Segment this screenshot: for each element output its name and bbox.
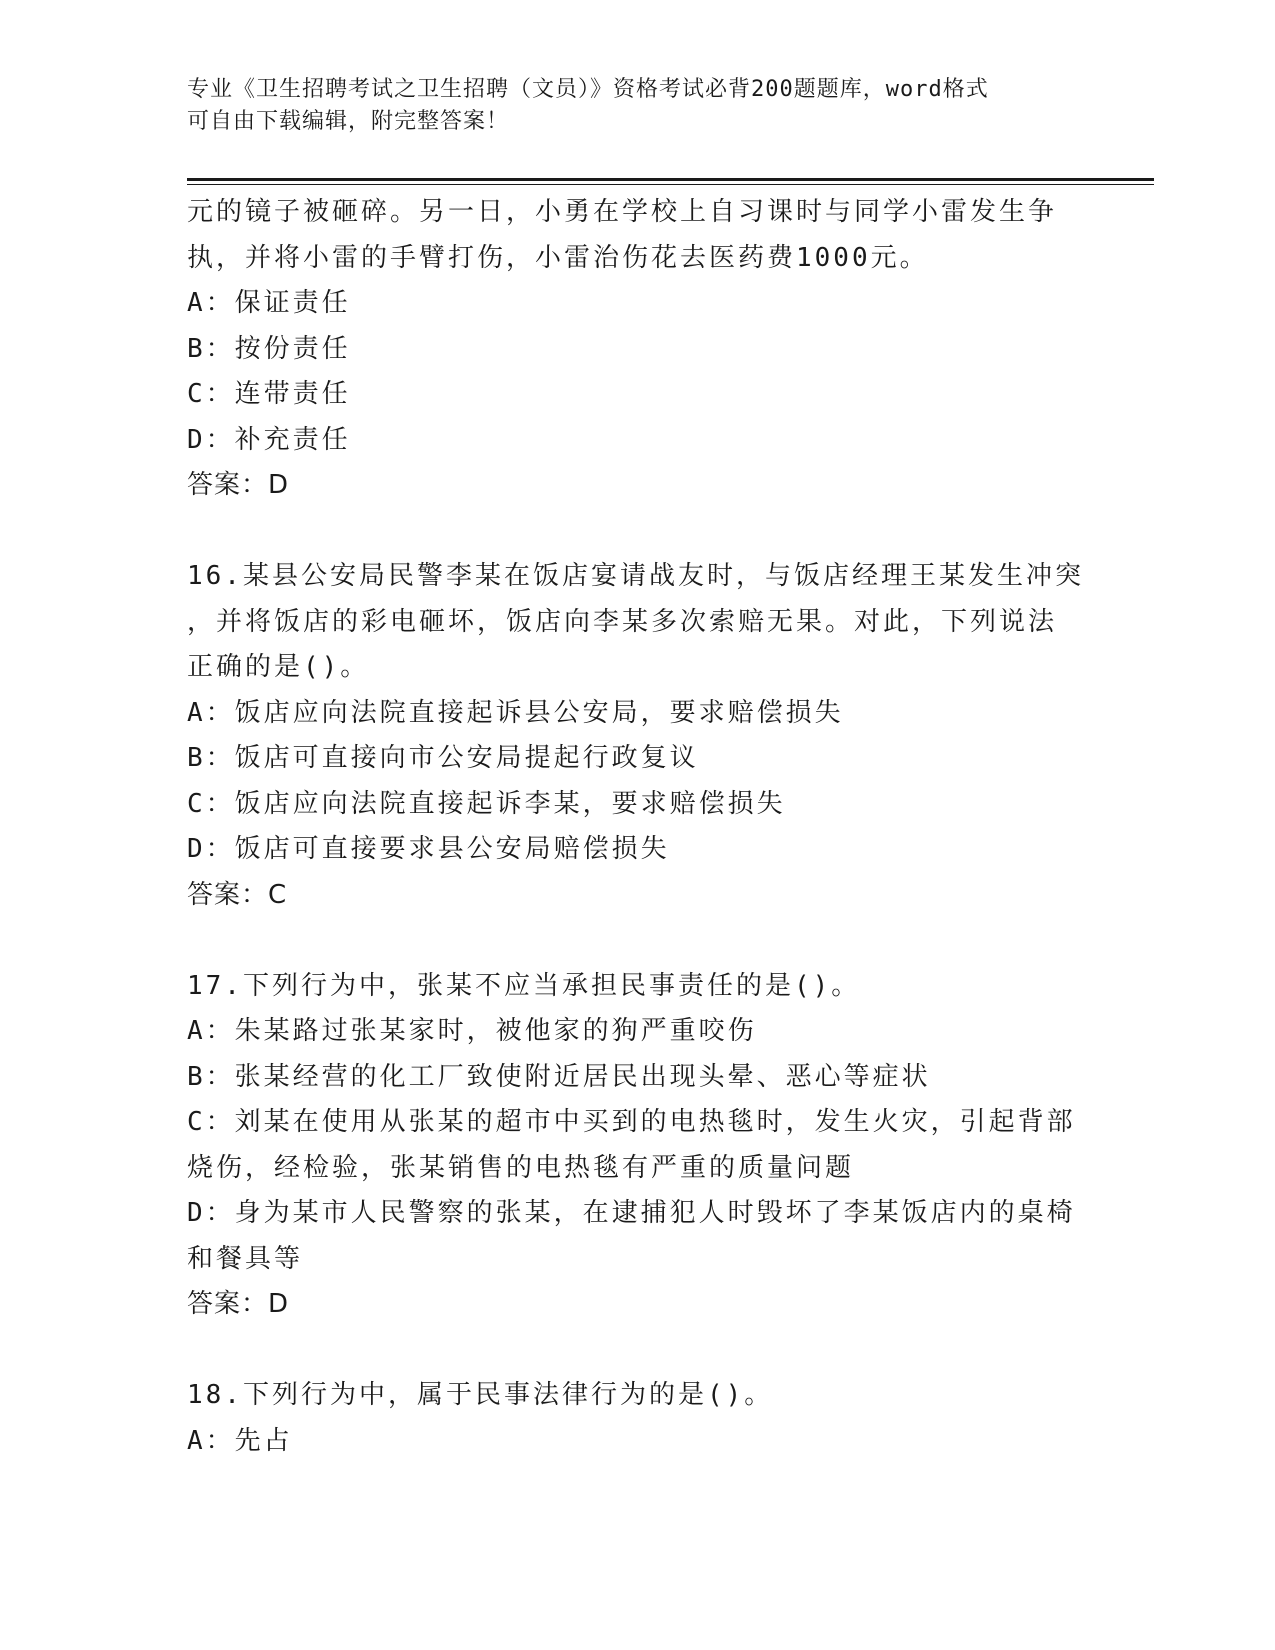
option-c-continued: 烧伤，经检验，张某销售的电热毯有严重的质量问题: [187, 1152, 855, 1183]
question-text-line: 18.下列行为中，属于民事法律行为的是()。: [187, 1380, 774, 1410]
option-b: B：张某经营的化工厂致使附近居民出现头晕、恶心等症状: [187, 1061, 931, 1092]
question-18: [187, 1373, 1087, 1464]
question-content: [187, 190, 1087, 1464]
spacer: [187, 918, 1087, 964]
option-b: B：按份责任: [187, 333, 351, 364]
option-a: A：保证责任: [187, 288, 351, 318]
question-text-line: 执，并将小雷的手臂打伤，小雷治伤花去医药费1000元。: [187, 242, 929, 273]
spacer: [187, 1328, 1087, 1374]
header-title-line-2: 可自由下载编辑，附完整答案！: [187, 109, 510, 134]
option-c: C：饭店应向法院直接起诉李某，要求赔偿损失: [187, 788, 786, 819]
option-b: B：饭店可直接向市公安局提起行政复议: [187, 743, 699, 773]
question-text-line: 正确的是()。: [187, 652, 370, 682]
answer-line: 答案：C: [187, 879, 288, 910]
option-a: A：饭店应向法院直接起诉县公安局，要求赔偿损失: [187, 697, 844, 728]
option-d: D：身为某市人民警察的张某，在逮捕犯人时毁坏了李某饭店内的桌椅: [187, 1198, 1076, 1228]
option-d: D：饭店可直接要求县公安局赔偿损失: [187, 834, 670, 864]
question-text-line: ，并将饭店的彩电砸坏，饭店向李某多次索赔无果。对此，下列说法: [187, 606, 1058, 637]
question-text-line: 17.下列行为中，张某不应当承担民事责任的是()。: [187, 970, 861, 1001]
answer-line: 答案：D: [187, 470, 290, 500]
question-17: [187, 964, 1087, 1328]
option-c: C：刘某在使用从张某的超市中买到的电热毯时，发生火灾，引起背部: [187, 1107, 1076, 1137]
answer-line: 答案：D: [187, 1289, 290, 1319]
header-divider-thick: [187, 178, 1154, 181]
question-15-continuation: [187, 190, 1087, 509]
spacer: [187, 509, 1087, 555]
question-text-line: 16.某县公安局民警李某在饭店宴请战友时，与饭店经理王某发生冲突: [187, 561, 1084, 591]
header-title-line-1: 专业《卫生招聘考试之卫生招聘（文员）》资格考试必背200题题库，word格式: [187, 77, 989, 102]
option-a: A：先占: [187, 1425, 293, 1456]
option-c: C：连带责任: [187, 379, 351, 409]
question-text-line: 元的镜子被砸碎。另一日，小勇在学校上自习课时与同学小雷发生争: [187, 197, 1058, 227]
option-a: A：朱某路过张某家时，被他家的狗严重咬伤: [187, 1016, 757, 1046]
question-16: [187, 554, 1087, 918]
header-divider-thin: [187, 184, 1154, 185]
option-d: D：补充责任: [187, 424, 351, 455]
page-header: [187, 74, 1087, 138]
option-d-continued: 和餐具等: [187, 1243, 304, 1274]
